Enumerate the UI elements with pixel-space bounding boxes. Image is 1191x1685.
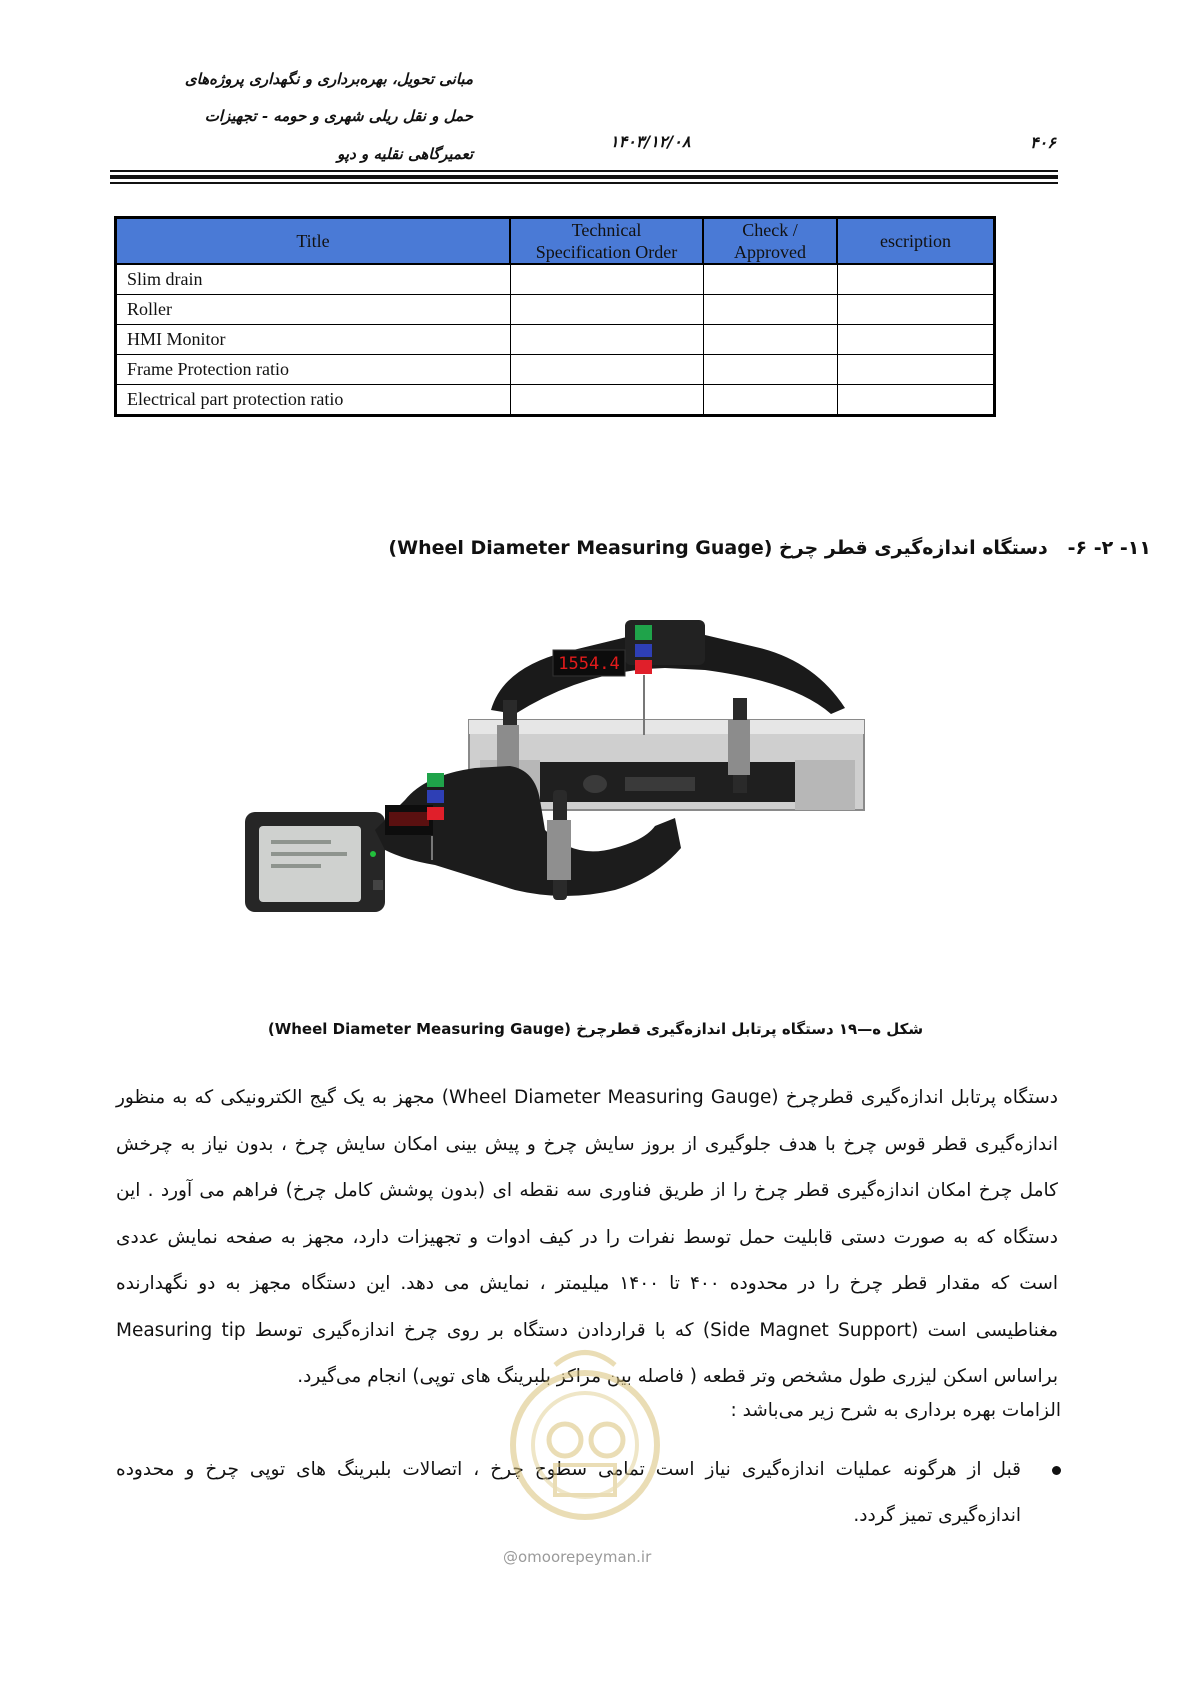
- section-number: ۱۱- ۲- ۶-: [1067, 537, 1151, 559]
- cell-check: [703, 355, 837, 385]
- header-technical-spec-line2: Specification Order: [535, 242, 678, 262]
- cell-description: [837, 264, 995, 295]
- cell-spec: [510, 264, 703, 295]
- gauge-display-reading: 1554.4: [558, 654, 620, 674]
- bullet-marker: [1052, 1466, 1061, 1475]
- watermark-text: @omoorepeyman.ir: [503, 1548, 652, 1566]
- header-rule-middle: [110, 175, 1058, 179]
- cell-spec: [510, 325, 703, 355]
- section-title: دستگاه اندازه‌گیری قطر چرخ (Wheel Diameter Measuring Guage): [388, 537, 1048, 559]
- header-technical-spec: [510, 218, 703, 265]
- section-heading: [388, 537, 1151, 559]
- table-row: [116, 355, 995, 385]
- cell-spec: [510, 385, 703, 416]
- table-header-row: [116, 218, 995, 265]
- cell-title: Slim drain: [116, 264, 511, 295]
- header-title: Title: [116, 218, 511, 265]
- header-check-approved: [703, 218, 837, 265]
- header-description: escription: [837, 218, 995, 265]
- header-check-line1: Check /: [742, 220, 798, 240]
- requirements-intro: الزامات بهره برداری به شرح زیر می‌باشد :: [730, 1400, 1061, 1421]
- figure-caption: شکل ‌ه—۱۹ دستگاه پرتابل اندازه‌گیری قطرچرخ (Wheel Diameter Measuring Gauge): [267, 1020, 924, 1038]
- header-title-line-2: حمل و نقل ریلی شهری و حومه - تجهیزات: [204, 107, 473, 125]
- header-check-line2: Approved: [734, 242, 806, 262]
- cell-description: [837, 295, 995, 325]
- cell-check: [703, 325, 837, 355]
- watermark-logo-icon: [495, 1335, 675, 1535]
- header-date: ۱۴۰۳/۱۲/۰۸: [610, 132, 691, 151]
- table-row: [116, 295, 995, 325]
- wheel-gauge-illustration: [235, 590, 895, 990]
- page-number: ۴۰۶: [1030, 133, 1056, 152]
- cell-spec: [510, 295, 703, 325]
- cell-title: Roller: [116, 295, 511, 325]
- body-paragraph: دستگاه پرتابل اندازه‌گیری قطرچرخ (Wheel Diameter Measuring Gauge) مجهز به یک گیج الکترونیکی که به منظور اندازه‌گیری قطر قوس چرخ با هدف جلوگیری از بروز سایش چرخ و پیش بینی امکان سایش چرخ ، بدون نیاز به چرخش کامل چرخ امکان اندازه‌گیری قطر چرخ را از طریق فناوری سه نقطه ای (بدون پوشش کامل چرخ) فراهم می آورد . این دستگاه که به صورت دستی قابلیت حمل توسط نفرات را در کیف ادوات و تجهیزات دارد، مجهز به صفحه نمایش عددی است که مقدار قطر چرخ را در محدوده ۴۰۰ تا ۱۴۰۰ میلیمتر ، نمایش می دهد. این دستگاه مجهز به دو نگهدارنده مغناطیسی است (Side Magnet Support) که با قراردادن دستگاه بر روی چرخ اندازه‌گیری توسط Measuring tip براساس اسکن لیزری طول مشخص وتر قطعه ( فاصله بین مراکز بلبرینگ های توپی) انجام می‌گیرد.: [116, 1087, 1059, 1387]
- header-rule-bottom: [110, 182, 1058, 184]
- cell-description: [837, 385, 995, 416]
- header-title-line-1: مبانی تحویل، بهره‌برداری و نگهداری پروژه‌های: [184, 70, 473, 88]
- gauge-figure: [235, 590, 895, 990]
- cell-title: HMI Monitor: [116, 325, 511, 355]
- bullet-item: قبل از هرگونه عملیات اندازه‌گیری نیاز است تمامی سطوح چرخ ، اتصالات بلبرینگ های توپی چرخ و محدوده اندازه‌گیری تمیز گردد.: [116, 1459, 1021, 1526]
- header-title-line-3: تعمیرگاهی نقلیه و دپو: [337, 145, 473, 163]
- table-row: [116, 385, 995, 416]
- specification-table: [114, 216, 996, 417]
- header-rule-top: [110, 170, 1058, 172]
- table-row: [116, 325, 995, 355]
- cell-title: Frame Protection ratio: [116, 355, 511, 385]
- cell-description: [837, 355, 995, 385]
- cell-title: Electrical part protection ratio: [116, 385, 511, 416]
- cell-check: [703, 295, 837, 325]
- table-row: [116, 264, 995, 295]
- header-technical-spec-line1: Technical: [571, 220, 642, 240]
- cell-check: [703, 385, 837, 416]
- cell-check: [703, 264, 837, 295]
- cell-description: [837, 325, 995, 355]
- cell-spec: [510, 355, 703, 385]
